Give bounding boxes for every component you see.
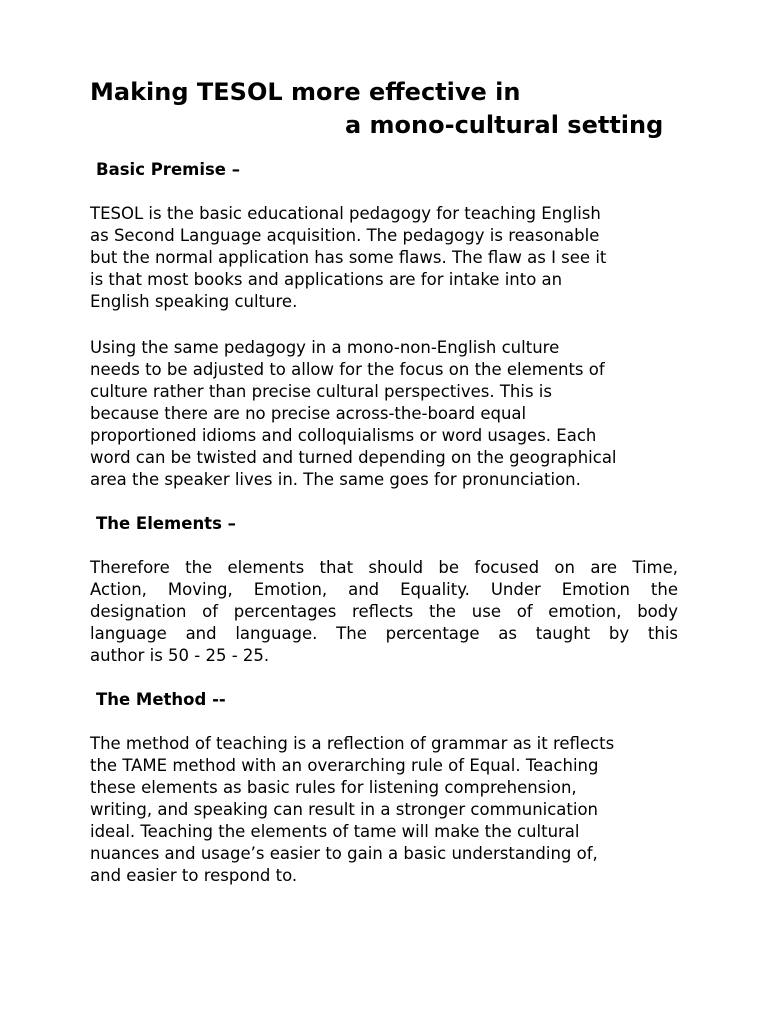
paragraph-same-pedagogy [90,337,678,491]
paragraph-line: The method of teaching is a reflection of grammar as it reflects [90,734,615,753]
paragraph-line: language and language. The percentage as taught by this [90,624,678,643]
document-title-line-2: a mono-cultural setting [345,111,664,139]
section-heading-the-method: The Method -- [96,690,226,709]
section-heading-the-elements: The Elements – [96,514,236,533]
paragraph-line: proportioned idioms and colloquialisms or word usages. Each [90,426,597,445]
paragraph-line: writing, and speaking can result in a stronger communication [90,800,599,819]
paragraph-line: because there are no precise across-the-board equal [90,404,527,423]
paragraph-line: designation of percentages reflects the use of emotion, body [90,602,678,621]
paragraph-line: word can be twisted and turned depending on the geographical [90,448,617,467]
paragraph-line: culture rather than precise cultural perspectives. This is [90,382,552,401]
document-title-line-1: Making TESOL more effective in [90,78,521,106]
paragraph-line: Using the same pedagogy in a mono-non-English culture [90,338,560,357]
paragraph-line: but the normal application has some flaws. The flaw as I see it [90,248,607,267]
paragraph-tesol-intro [90,203,678,313]
paragraph-line: nuances and usage’s easier to gain a basic understanding of, [90,844,598,863]
paragraph-line: Action, Moving, Emotion, and Equality. Under Emotion the [90,580,678,599]
paragraph-line: these elements as basic rules for listening comprehension, [90,778,577,797]
paragraph-line: the TAME method with an overarching rule of Equal. Teaching [90,756,599,775]
paragraph-line: and easier to respond to. [90,866,298,885]
paragraph-method [90,733,678,887]
paragraph-line: author is 50 - 25 - 25. [90,646,270,665]
section-heading-basic-premise: Basic Premise – [96,160,240,179]
paragraph-line: as Second Language acquisition. The pedagogy is reasonable [90,226,600,245]
paragraph-line: ideal. Teaching the elements of tame will make the cultural [90,822,580,841]
paragraph-line: Therefore the elements that should be focused on are Time, [90,558,678,577]
paragraph-line: English speaking culture. [90,292,298,311]
paragraph-elements [90,557,678,667]
paragraph-line: needs to be adjusted to allow for the focus on the elements of [90,360,605,379]
paragraph-line: TESOL is the basic educational pedagogy for teaching English [90,204,601,223]
paragraph-line: is that most books and applications are for intake into an [90,270,563,289]
paragraph-line: area the speaker lives in. The same goes for pronunciation. [90,470,581,489]
